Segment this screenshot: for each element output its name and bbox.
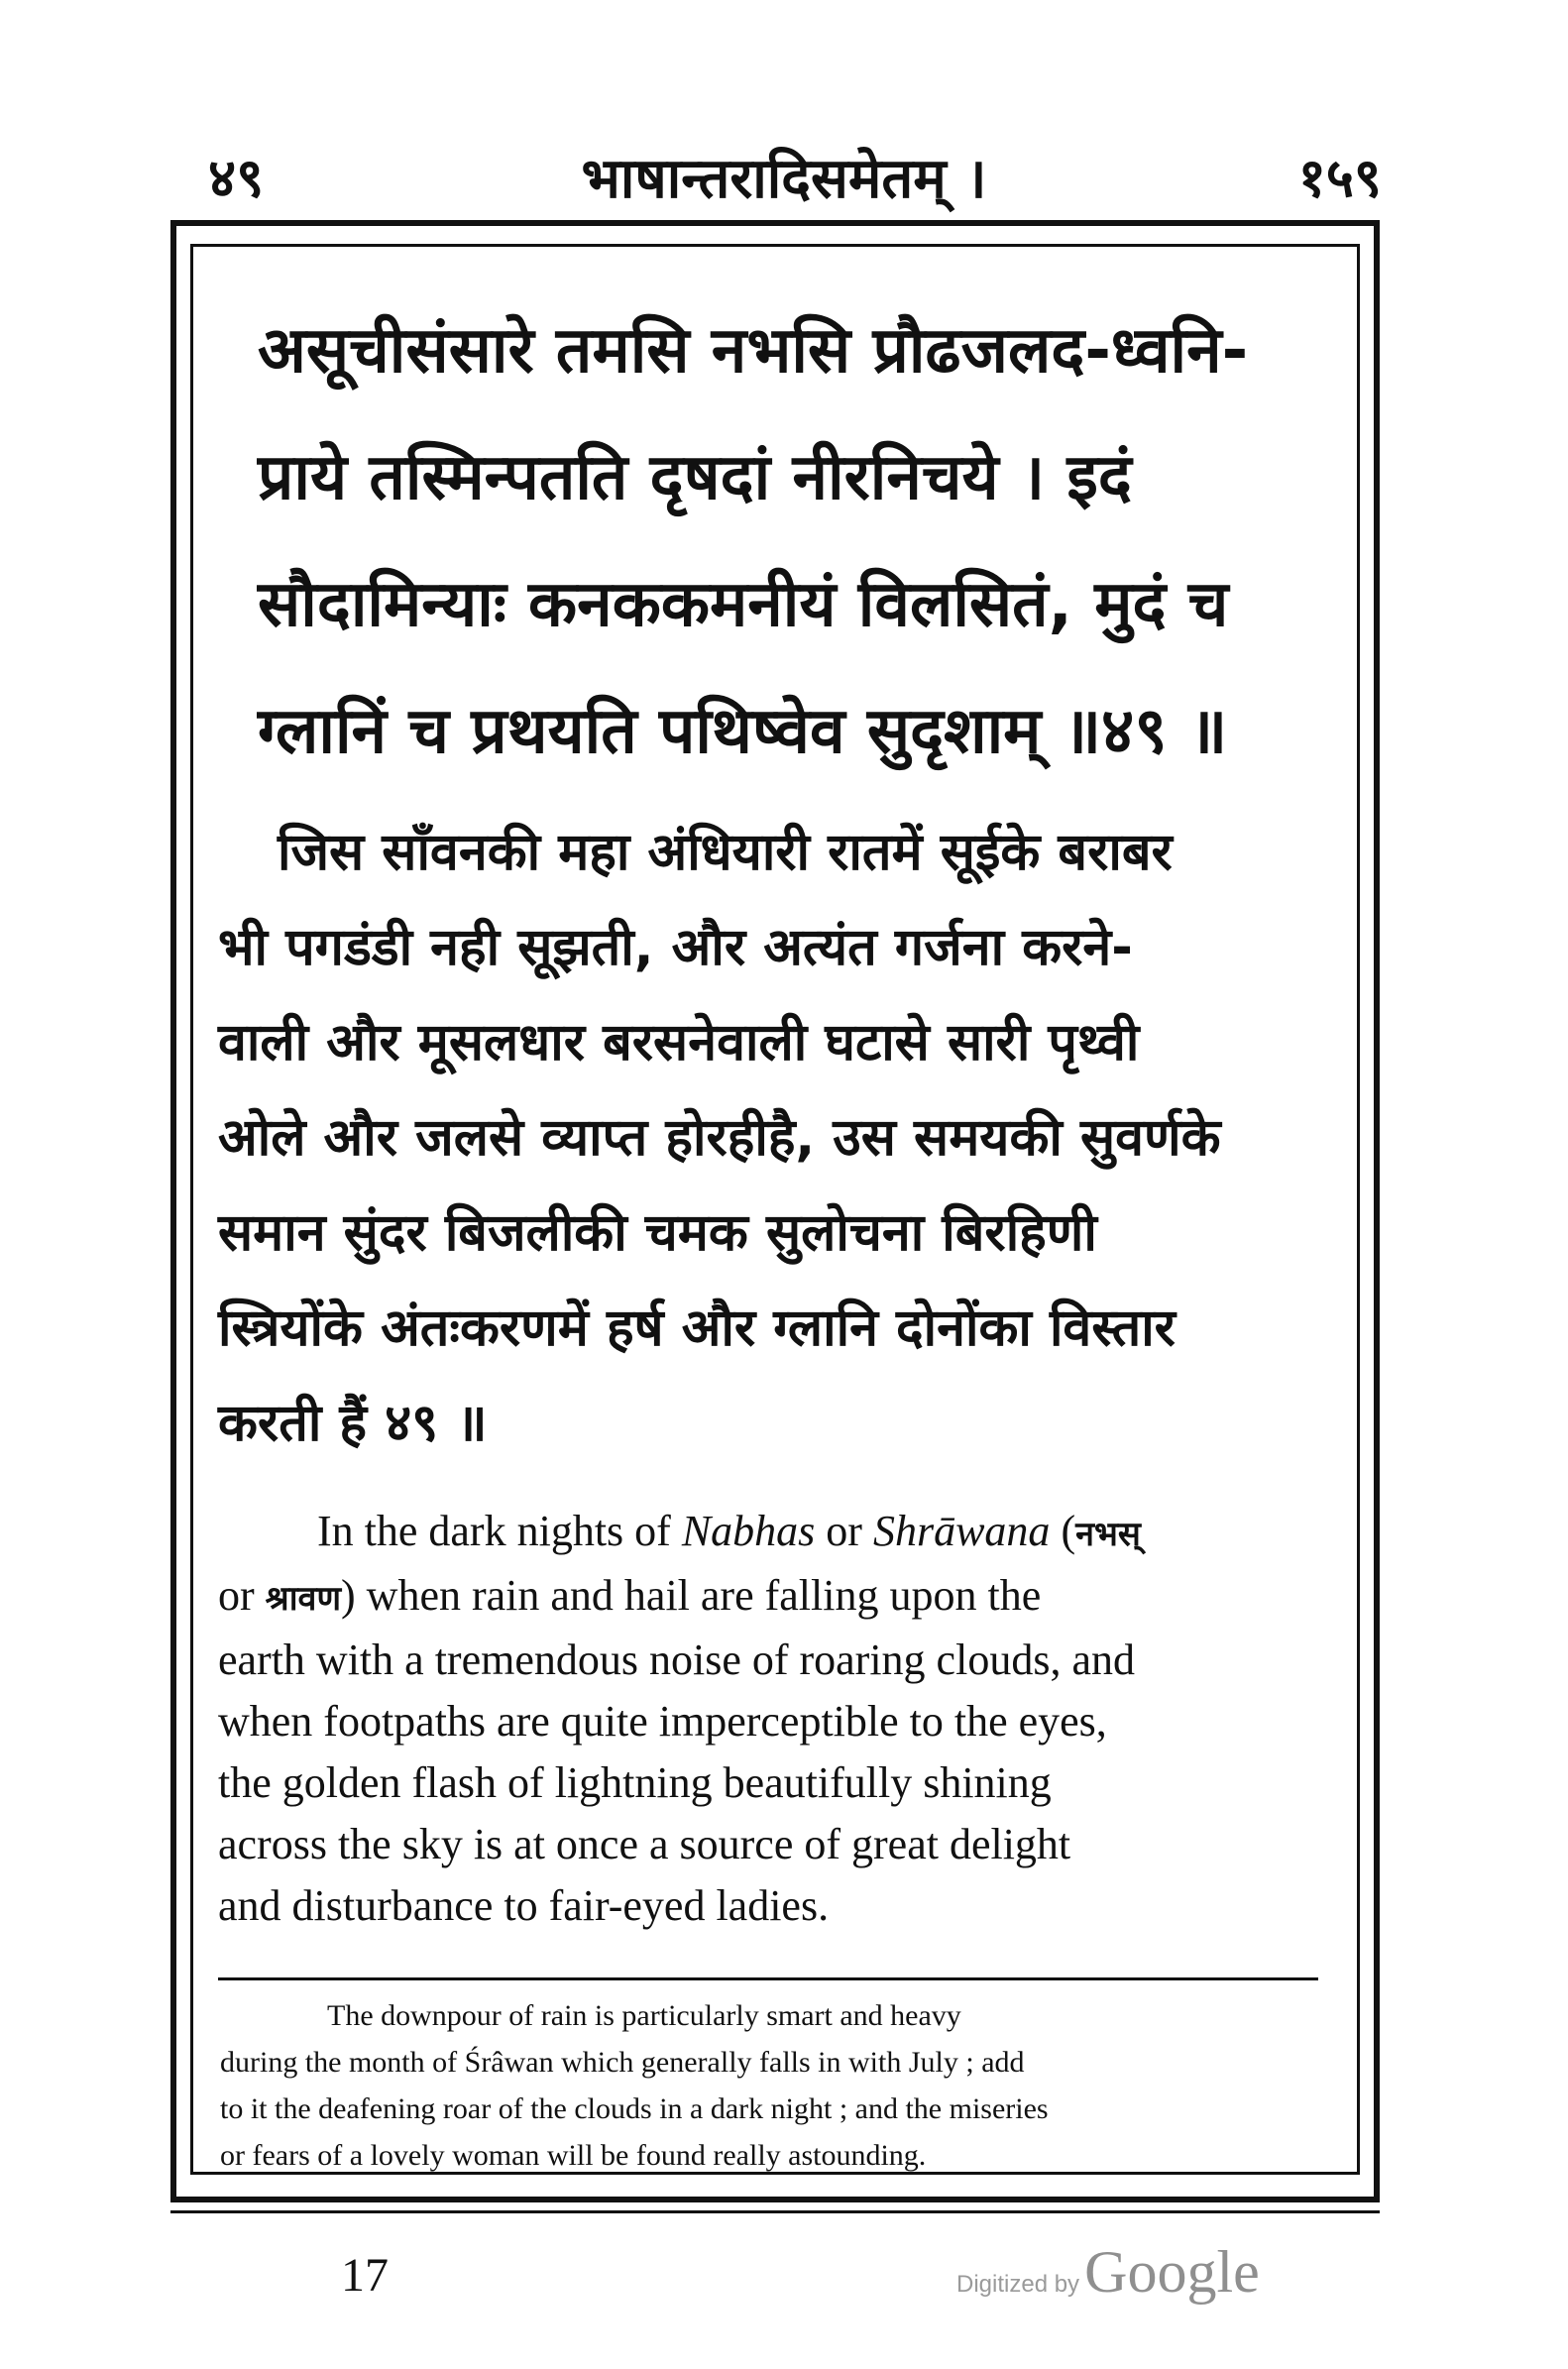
hindi-line: स्त्रियोंके अंतःकरणमें हर्ष और ग्लानि दोनोंका विस्तार	[218, 1298, 1176, 1358]
hindi-line: समान सुंदर बिजलीकी चमक सुलोचना बिरहिणी	[218, 1203, 1097, 1263]
page-header	[0, 139, 1568, 218]
devanagari-term: श्रावण	[265, 1579, 342, 1619]
english-text: or	[815, 1507, 873, 1555]
hindi-translation	[218, 805, 1328, 1471]
english-line	[218, 1565, 1328, 1630]
term-shrawana: Shrāwana	[872, 1507, 1051, 1555]
footnote	[220, 1992, 1320, 2179]
english-translation	[218, 1501, 1328, 1937]
sanskrit-verse	[258, 287, 1328, 795]
bottom-border	[170, 2210, 1380, 2213]
english-line: when footpaths are quite imperceptible to the eyes,	[218, 1697, 1107, 1746]
header-verse-number: ४९	[208, 146, 265, 209]
sanskrit-line: ग्लानिं च प्रथयति पथिष्वेव सुदृशाम् ॥४९ ॥	[258, 695, 1228, 768]
footnote-divider	[218, 1977, 1318, 1980]
footnote-line: to it the deafening roar of the clouds in a dark night ; and the miseries	[220, 2092, 1049, 2125]
page-body	[218, 287, 1328, 1937]
english-line: and disturbance to fair-eyed ladies.	[218, 1881, 830, 1930]
footnote-line: or fears of a lovely woman will be found really astounding.	[220, 2139, 927, 2172]
watermark-prefix: Digitized by	[956, 2271, 1080, 2298]
english-line: the golden flash of lightning beautifully shining	[218, 1758, 1052, 1807]
term-nabhas: Nabhas	[681, 1507, 816, 1555]
hindi-line: ओले और जलसे व्याप्त होरहीहै, उस समयकी सुवर्णके	[218, 1108, 1221, 1168]
hindi-line: जिस साँवनकी महा अंधियारी रातमें सूईके बराबर	[278, 823, 1173, 882]
english-line	[218, 1501, 1328, 1565]
hindi-line: भी पगडंडी नही सूझती, और अत्यंत गर्जना करने-	[218, 918, 1133, 977]
watermark-brand: Google	[1084, 2239, 1260, 2305]
sanskrit-line: सौदामिन्याः कनककमनीयं विलसितं, मुदं च	[258, 568, 1229, 641]
running-title: भाषान्तरादिसमेतम् ।	[581, 146, 987, 211]
hindi-line: करती हैं ४९ ॥	[218, 1394, 488, 1453]
english-text: In the dark nights of	[317, 1507, 682, 1555]
english-text: ) when rain and hail are falling upon the	[341, 1571, 1042, 1620]
english-line: earth with a tremendous noise of roaring clouds, and	[218, 1636, 1135, 1684]
digitized-watermark	[956, 2238, 1260, 2307]
footnote-line: during the month of Śrâwan which generally falls in with July ; add	[220, 2046, 1025, 2079]
english-line: across the sky is at once a source of great delight	[218, 1820, 1071, 1868]
footnote-line: The downpour of rain is particularly smart and heavy	[327, 1999, 961, 2032]
hindi-line: वाली और मूसलधार बरसनेवाली घटासे सारी पृथ्वी	[218, 1013, 1140, 1072]
sanskrit-line: असूचीसंसारे तमसि नभसि प्रौढजलद-ध्वनि-	[258, 314, 1249, 388]
english-text: or	[218, 1571, 266, 1620]
page-number: १५९	[1297, 146, 1382, 209]
sanskrit-line: प्राये तस्मिन्पतति दृषदां नीरनिचये । इदं	[258, 441, 1132, 514]
signature-mark: 17	[341, 2249, 389, 2302]
devanagari-term: नभस्	[1075, 1515, 1141, 1554]
english-text: (	[1050, 1507, 1076, 1555]
